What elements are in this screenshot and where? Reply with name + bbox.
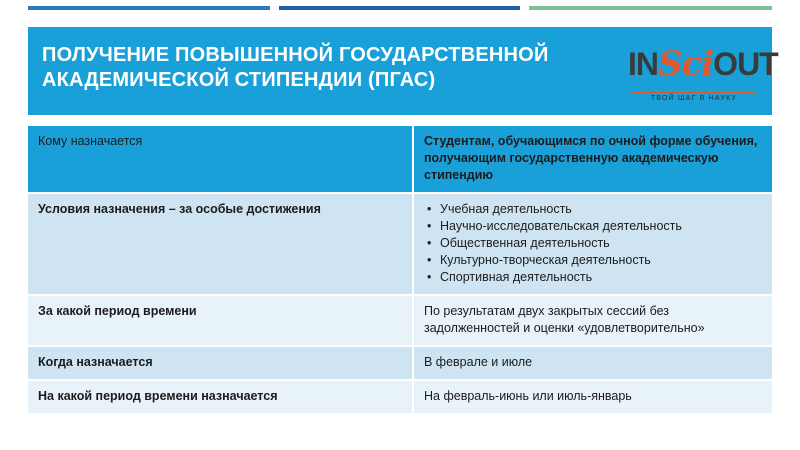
table-row <box>28 193 772 295</box>
logo-wordmark: INSciOUT <box>628 44 778 84</box>
list-item: • Научно-исследовательская деятельность <box>424 218 762 235</box>
row-label: Условия назначения – за особые достижения <box>28 193 413 295</box>
row-label: Когда назначается <box>28 346 413 380</box>
row-value: На февраль-июнь или июль-январь <box>413 380 772 414</box>
achievements-list <box>424 201 762 286</box>
top-accent-line-2 <box>279 6 520 10</box>
row-value: По результатам двух закрытых сессий без задолженностей и оценки «удовлетворительно» <box>413 295 772 346</box>
row-value: Студентам, обучающимся по очной форме обучения, получающим государственную академическую стипендию <box>413 126 772 193</box>
row-label: Кому назначается <box>28 126 413 193</box>
scholarship-table <box>28 126 772 415</box>
table-row <box>28 380 772 414</box>
row-label: На какой период времени назначается <box>28 380 413 414</box>
list-item: • Культурно-творческая деятельность <box>424 252 762 269</box>
slide-title: ПОЛУЧЕНИЕ ПОВЫШЕННОЙ ГОСУДАРСТВЕННОЙ АКАДЕМИЧЕСКОЙ СТИПЕНДИИ (ПГАС) <box>42 44 549 91</box>
logo-tagline: ТВОЙ ШАГ В НАУКУ <box>632 92 756 105</box>
top-accent-line-1 <box>28 6 270 10</box>
row-value: В феврале и июле <box>413 346 772 380</box>
inscout-logo <box>628 39 778 111</box>
table-row <box>28 295 772 346</box>
top-accent-line-3 <box>529 6 772 10</box>
list-item: • Общественная деятельность <box>424 235 762 252</box>
table-row <box>28 346 772 380</box>
row-label: За какой период времени <box>28 295 413 346</box>
table-row <box>28 126 772 193</box>
title-banner <box>28 27 778 115</box>
list-item: • Спортивная деятельность <box>424 269 762 286</box>
list-item: • Учебная деятельность <box>424 201 762 218</box>
row-value <box>413 193 772 295</box>
